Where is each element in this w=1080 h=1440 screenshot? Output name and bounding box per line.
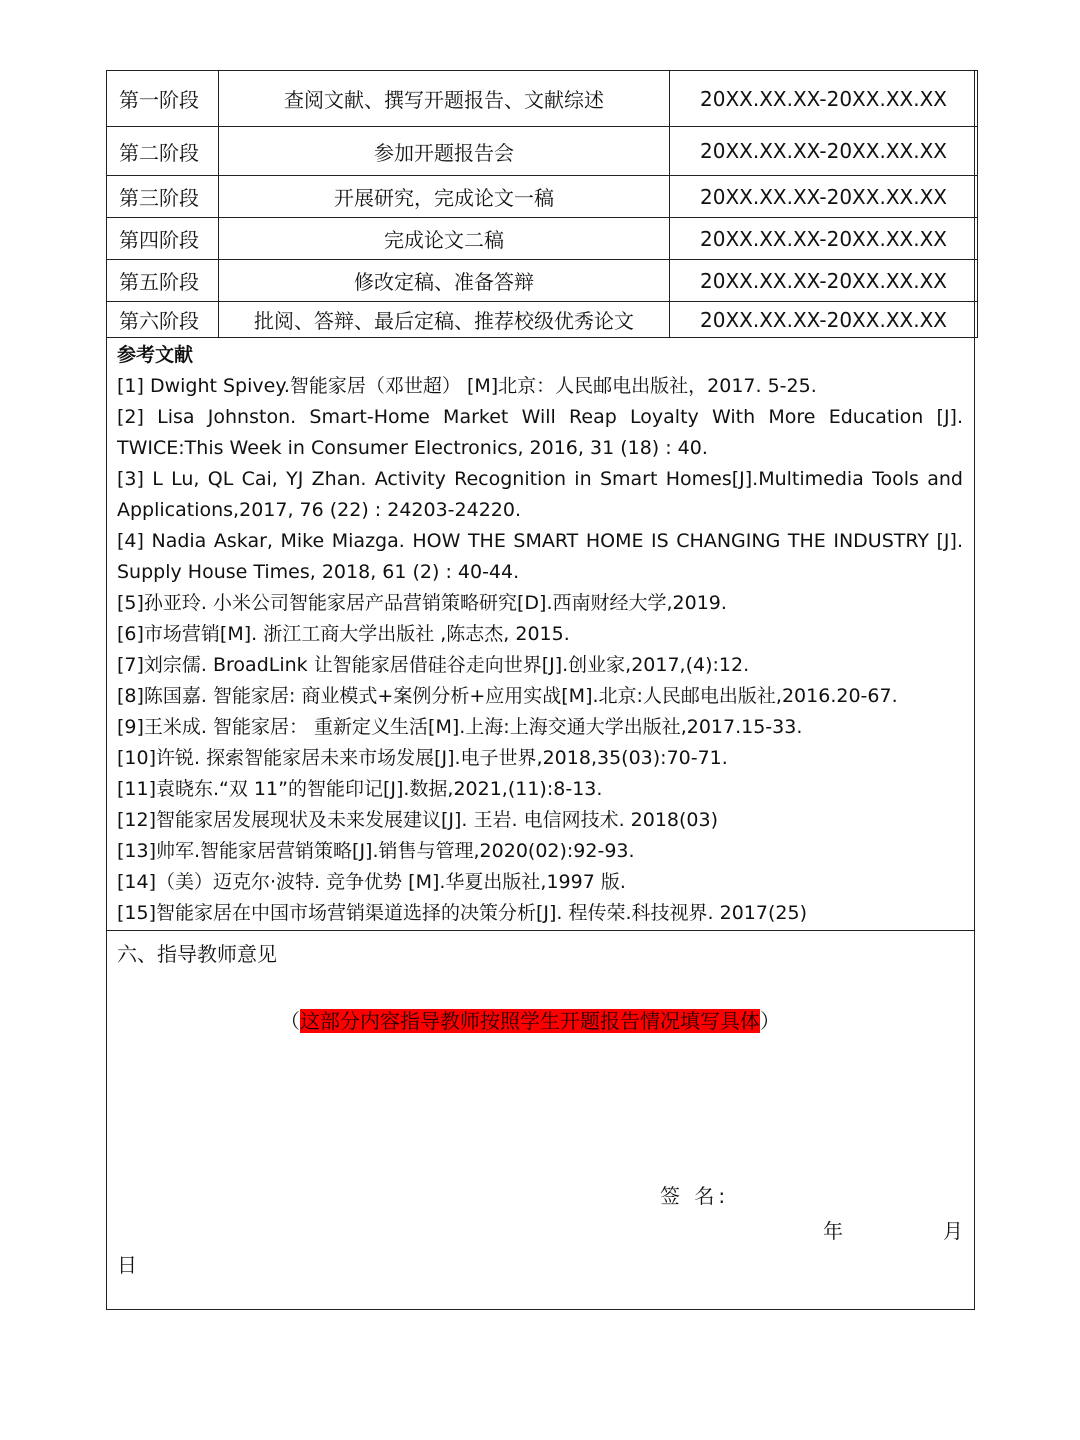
table-row	[107, 176, 978, 218]
reference-item: [6]市场营销[M]. 浙江工商大学出版社 ,陈志杰, 2015.	[117, 623, 570, 645]
note-close-paren: ）	[760, 1009, 780, 1033]
highlighted-note-text: 这部分内容指导教师按照学生开题报告情况填写具体	[300, 1009, 760, 1033]
task-cell: 完成论文二稿	[219, 218, 670, 260]
task-cell: 修改定稿、准备答辩	[219, 260, 670, 302]
table-row	[107, 71, 978, 127]
stage-cell: 第六阶段	[107, 302, 219, 338]
period-cell: 20XX.XX.XX-20XX.XX.XX	[670, 71, 978, 127]
reference-item: [5]孙亚玲. 小米公司智能家居产品营销策略研究[D].西南财经大学,2019.	[117, 592, 727, 614]
references-section	[117, 340, 963, 929]
stage-cell: 第三阶段	[107, 176, 219, 218]
section-divider	[106, 930, 975, 931]
schedule-table	[106, 70, 978, 338]
reference-item: [8]陈国嘉. 智能家居: 商业模式+案例分析+应用实战[M].北京:人民邮电出版社,2016.20-67.	[117, 685, 898, 707]
advisor-note	[280, 1005, 780, 1034]
table-row	[107, 302, 978, 338]
signature-label: 签 名:	[660, 1184, 730, 1208]
table-row	[107, 127, 978, 176]
reference-item: [14]（美）迈克尔·波特. 竞争优势 [M].华夏出版社,1997 版.	[117, 871, 626, 893]
period-cell: 20XX.XX.XX-20XX.XX.XX	[670, 127, 978, 176]
reference-item: [12]智能家居发展现状及未来发展建议[J]. 王岩. 电信网技术. 2018(03)	[117, 809, 719, 831]
period-cell: 20XX.XX.XX-20XX.XX.XX	[670, 218, 978, 260]
reference-item: [11]袁晓东.“双 11”的智能印记[J].数据,2021,(11):8-13.	[117, 778, 603, 800]
reference-item: [2] Lisa Johnston. Smart-Home Market Will Reap Loyalty With More Education [J]. TWICE:This Week in Consumer Electronics, 2016, 31 (18) : 40.	[117, 406, 963, 459]
reference-item: [15]智能家居在中国市场营销渠道选择的决策分析[J]. 程传荣.科技视界. 2017(25)	[117, 902, 807, 924]
stage-cell: 第五阶段	[107, 260, 219, 302]
reference-item: [13]帅军.智能家居营销策略[J].销售与管理,2020(02):92-93.	[117, 840, 635, 862]
month-label: 月	[943, 1219, 963, 1243]
note-open-paren: （	[280, 1009, 300, 1033]
period-cell: 20XX.XX.XX-20XX.XX.XX	[670, 176, 978, 218]
task-cell: 开展研究，完成论文一稿	[219, 176, 670, 218]
reference-item: [7]刘宗儒. BroadLink 让智能家居借硅谷走向世界[J].创业家,2017,(4):12.	[117, 654, 750, 676]
reference-item: [10]许锐. 探索智能家居未来市场发展[J].电子世界,2018,35(03):70-71.	[117, 747, 728, 769]
year-label: 年	[823, 1219, 843, 1243]
stage-cell: 第一阶段	[107, 71, 219, 127]
period-cell: 20XX.XX.XX-20XX.XX.XX	[670, 302, 978, 338]
advisor-section-title: 六、指导教师意见	[117, 942, 277, 966]
period-cell: 20XX.XX.XX-20XX.XX.XX	[670, 260, 978, 302]
reference-item: [1] Dwight Spivey.智能家居（邓世超） [M]北京：人民邮电出版社，2017. 5-25.	[117, 375, 817, 397]
task-cell: 查阅文献、撰写开题报告、文献综述	[219, 71, 670, 127]
references-title: 参考文献	[117, 344, 194, 366]
table-row	[107, 218, 978, 260]
day-label: 日	[117, 1253, 137, 1277]
reference-item: [4] Nadia Askar, Mike Miazga. HOW THE SMART HOME IS CHANGING THE INDUSTRY [J]. Supply House Times, 2018, 61 (2) : 40-44.	[117, 530, 963, 583]
reference-item: [9]王米成. 智能家居： 重新定义生活[M].上海:上海交通大学出版社,2017.15-33.	[117, 716, 803, 738]
table-row	[107, 260, 978, 302]
stage-cell: 第四阶段	[107, 218, 219, 260]
task-cell: 参加开题报告会	[219, 127, 670, 176]
stage-cell: 第二阶段	[107, 127, 219, 176]
task-cell: 批阅、答辩、最后定稿、推荐校级优秀论文	[219, 302, 670, 338]
reference-item: [3] L Lu, QL Cai, YJ Zhan. Activity Recognition in Smart Homes[J].Multimedia Tools and Applications,2017, 76 (22) : 24203-24220.	[117, 468, 963, 521]
